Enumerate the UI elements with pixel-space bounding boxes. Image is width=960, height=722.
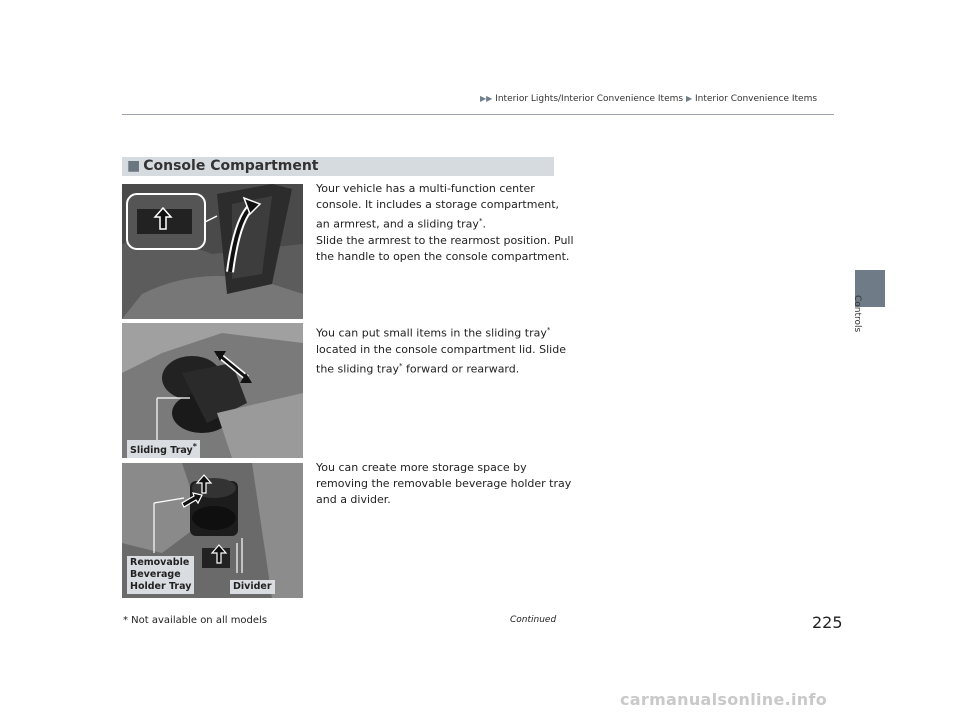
divider-callout: Divider — [230, 580, 275, 594]
watermark: carmanualsonline.info — [620, 690, 828, 709]
sliding-tray-callout: Sliding Tray* — [127, 440, 200, 458]
continued-label: Continued — [510, 615, 557, 625]
page-number: 225 — [812, 613, 843, 632]
footnote: * Not available on all models — [123, 615, 268, 626]
header-rule — [122, 114, 834, 115]
triangle-right-icon: ▶▶ — [480, 94, 493, 103]
chapter-tab-label: Controls — [852, 295, 862, 333]
paragraph-console-intro: Your vehicle has a multi-function center console. It includes a storage compartment, an armrest, and a sliding tray*. Slide the armrest to the rearmost position. Pull the handle to open the console compartment. — [316, 182, 574, 263]
triangle-right-icon: ▶ — [685, 94, 693, 103]
section-title: ■ Console Compartment — [127, 158, 319, 174]
beverage-holder-callout: Removable Beverage Holder Tray — [127, 556, 194, 594]
breadcrumb — [480, 94, 817, 104]
breadcrumb-item[interactable]: Interior Lights/Interior Convenience Items — [495, 94, 684, 104]
paragraph-sliding-tray: You can put small items in the sliding tray* located in the console compartment lid. Slide the sliding tray* forward or rearward. — [316, 326, 566, 376]
square-bullet-icon: ■ — [127, 158, 141, 174]
console-lid-image — [122, 184, 303, 319]
breadcrumb-item[interactable]: Interior Convenience Items — [695, 94, 818, 104]
sliding-tray-image — [122, 323, 303, 458]
paragraph-beverage-holder: You can create more storage space by removing the removable beverage holder tray and a divider. — [316, 461, 572, 506]
